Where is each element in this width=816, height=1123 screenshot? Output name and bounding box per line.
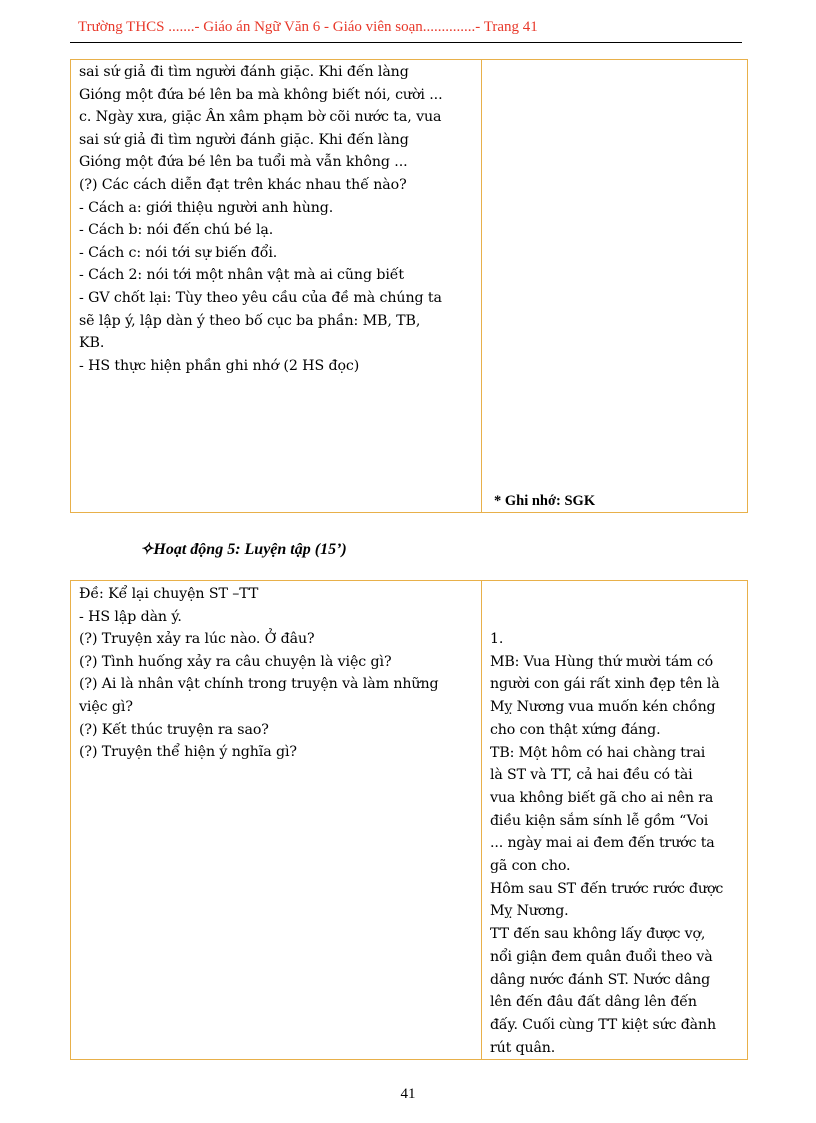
text-line: gã con cho. <box>490 858 571 875</box>
page-number: 41 <box>400 1086 416 1102</box>
text-line: rút quân. <box>490 1039 556 1056</box>
table1-right-cell <box>482 60 748 513</box>
text-line: Gióng một đứa bé lên ba tuổi mà vẫn không ... <box>79 154 408 171</box>
text-line: TB: Một hôm có hai chàng trai <box>490 744 706 761</box>
table2-right-text <box>482 581 747 1059</box>
table2-left-cell <box>71 581 482 1060</box>
table1-left-text <box>79 61 473 377</box>
table1-left-cell <box>71 60 482 513</box>
text-line: TT đến sau không lấy được vợ, <box>490 926 706 943</box>
table2-right-cell <box>482 581 748 1060</box>
lesson-table-1 <box>70 59 748 513</box>
text-line: c. Ngày xưa, giặc Ân xâm phạm bờ cõi nước ta, vua <box>79 109 442 126</box>
text-line: (?) Tình huống xảy ra câu chuyện là việc gì? <box>79 653 392 670</box>
text-line: 1. <box>490 631 504 647</box>
text-line: MB: Vua Hùng thứ mười tám có <box>490 653 714 670</box>
text-line: người con gái rất xinh đẹp tên là <box>490 676 720 693</box>
page-header: Trường THCS .......- Giáo án Ngữ Văn 6 - Giáo viên soạn..............- Trang 41 <box>78 19 538 35</box>
text-line: - HS thực hiện phần ghi nhớ (2 HS đọc) <box>79 357 360 374</box>
text-line: lên đến đâu đất dâng lên đến <box>490 994 697 1011</box>
text-line: nổi giận đem quân đuổi theo và <box>490 948 713 965</box>
table2-left-text <box>79 583 473 764</box>
text-line: - Cách a: giới thiệu người anh hùng. <box>79 199 334 216</box>
text-line: cho con thật xứng đáng. <box>490 721 661 738</box>
lesson-table-2 <box>70 580 748 1060</box>
text-line: Gióng một đứa bé lên ba mà không biết nói, cười ... <box>79 86 443 103</box>
text-line: - Cách 2: nói tới một nhân vật mà ai cũng biết <box>79 267 405 284</box>
memo-note: * Ghi nhớ: SGK <box>494 493 596 509</box>
text-line: (?) Ai là nhân vật chính trong truyện và làm những <box>79 676 439 693</box>
text-line: KB. <box>79 335 105 352</box>
text-line: - Cách c: nói tới sự biến đổi. <box>79 244 278 261</box>
text-line: ... ngày mai ai đem đến trước ta <box>490 835 715 852</box>
text-line: điều kiện sắm sính lễ gồm “Voi <box>490 812 709 829</box>
text-line: - HS lập dàn ý. <box>79 608 182 625</box>
text-line: sai sứ giả đi tìm người đánh giặc. Khi đến làng <box>79 64 409 80</box>
text-line: việc gì? <box>79 698 133 715</box>
text-line: - Cách b: nói đến chú bé lạ. <box>79 222 274 239</box>
text-line: (?) Truyện xảy ra lúc nào. Ở đâu? <box>79 631 315 648</box>
text-line: đấy. Cuối cùng TT kiệt sức đành <box>490 1016 716 1033</box>
header-divider <box>70 42 742 43</box>
text-line: (?) Truyện thể hiện ý nghĩa gì? <box>79 744 297 761</box>
text-line: vua không biết gã cho ai nên ra <box>490 789 714 806</box>
text-line: sẽ lập ý, lập dàn ý theo bố cục ba phần: MB, TB, <box>79 312 421 329</box>
text-line: Mỵ Nương. <box>490 903 569 920</box>
text-line: Đề: Kể lại chuyện ST –TT <box>79 586 259 602</box>
text-line: (?) Kết thúc truyện ra sao? <box>79 721 269 738</box>
text-line: dâng nước đánh ST. Nước dâng <box>490 971 711 988</box>
text-line: Hôm sau ST đến trước rước được <box>490 880 724 897</box>
text-line: là ST và TT, cả hai đều có tài <box>490 767 693 784</box>
text-line: Mỵ Nương vua muốn kén chồng <box>490 699 716 716</box>
text-line: (?) Các cách diễn đạt trên khác nhau thế nào? <box>79 176 407 193</box>
section-title: ✧Hoạt động 5: Luyện tập (15’) <box>140 541 347 558</box>
text-line: - GV chốt lại: Tùy theo yêu cầu của đề mà chúng ta <box>79 289 442 306</box>
text-line: sai sứ giả đi tìm người đánh giặc. Khi đến làng <box>79 131 409 148</box>
